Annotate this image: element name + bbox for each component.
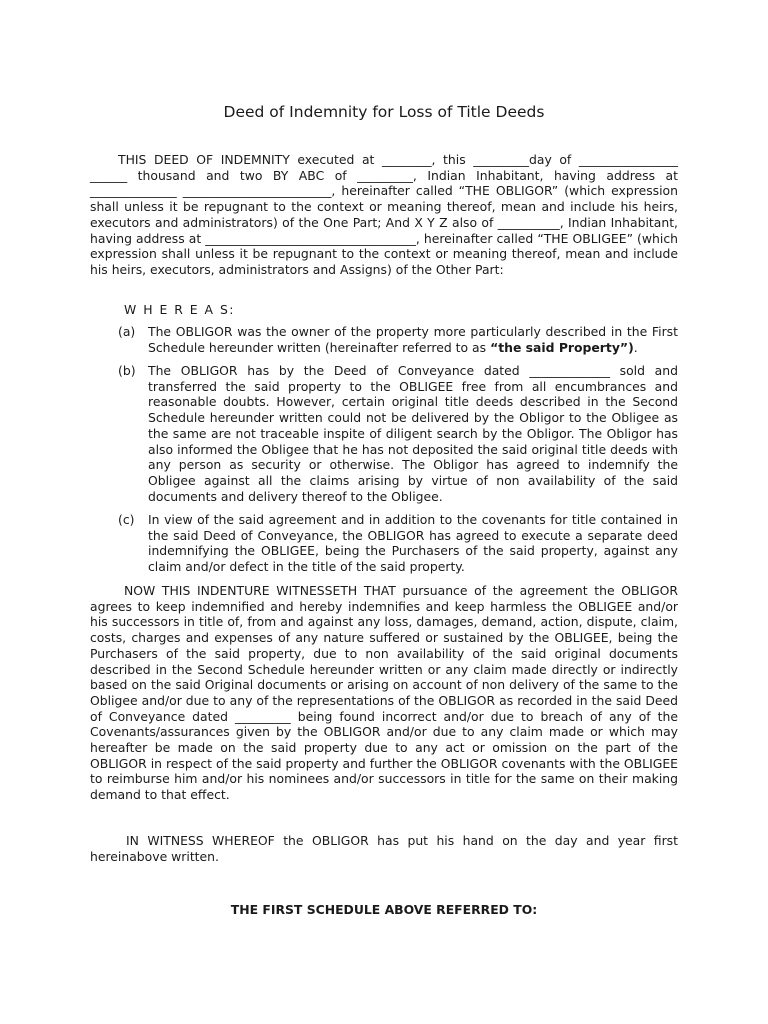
in-witness-paragraph: IN WITNESS WHEREOF the OBLIGOR has put his hand on the day and year first hereinabove written. xyxy=(90,833,678,864)
recital-label: (b) xyxy=(118,363,136,378)
recital-a xyxy=(118,324,678,355)
recital-b xyxy=(118,363,678,504)
intro-paragraph: THIS DEED OF INDEMNITY executed at ________, this _________day of ________________ ______ thousand and two BY ABC of _________, Indian Inhabitant, having address at ______________ ________________________, hereinafter called “THE OBLIGOR” (which expression shall unless it be repugnant to the context or meaning thereof, mean and include his heirs, executors and administrators) of the One Part; And X Y Z also of __________, Indian Inhabitant, having address at __________________________________, hereinafter called “THE OBLIGEE” (which expression shall unless it be repugnant to the context or meaning thereof, mean and include his heirs, executors, administrators and Assigns) of the Other Part: xyxy=(90,152,678,277)
whereas-heading: W H E R E A S: xyxy=(124,302,235,317)
document-title: Deed of Indemnity for Loss of Title Deeds xyxy=(223,103,545,121)
recital-text: In view of the said agreement and in addition to the covenants for title contained in the said Deed of Conveyance, the OBLIGOR has agreed to execute a separate deed indemnifying the OBLIGEE, being the Purchasers of the said property, against any claim and/or defect in the title of the said property. xyxy=(148,512,678,575)
recital-text: The OBLIGOR has by the Deed of Conveyance dated _____________ sold and transferred the said property to the OBLIGEE free from all encumbrances and reasonable doubts. However, certain original title deeds described in the Second Schedule hereunder written could not be delivered by the Obligor to the Obligee as the same are not traceable inspite of diligent search by the Obligor. The Obligor has also informed the Obligee that he has not deposited the said original title deeds with any person as security or otherwise. The Obligor has agreed to indemnify the Obligee against all the claims arising by virtue of non availability of the said documents and delivery thereof to the Obligee. xyxy=(148,363,678,504)
witnesseth-paragraph: NOW THIS INDENTURE WITNESSETH THAT pursuance of the agreement the OBLIGOR agrees to keep indemnified and hereby indemnifies and keep harmless the OBLIGEE and/or his successors in title of, from and against any loss, damages, demand, action, dispute, claim, costs, charges and expenses of any nature suffered or sustained by the OBLIGEE, being the Purchasers of the said property, due to non availability of the said original documents described in the Second Schedule hereunder written or any claim made directly or indirectly based on the said Original documents or arising on account of non delivery of the same to the Obligee and/or due to any of the representations of the OBLIGOR as recorded in the said Deed of Conveyance dated _________ being found incorrect and/or due to breach of any of the Covenants/assurances given by the OBLIGOR and/or due to any claim made or which may hereafter be made on the said property due to any act or omission on the part of the OBLIGOR in respect of the said property and further the OBLIGOR covenants with the OBLIGEE to reimburse him and/or his nominees and/or successors in title for the same on their making demand to that effect. xyxy=(90,583,678,803)
recital-label: (a) xyxy=(118,324,136,339)
recital-text: The OBLIGOR was the owner of the property more particularly described in the First Schedule hereunder written (hereinafter referred to as “the said Property”). xyxy=(148,324,678,355)
first-schedule-heading: THE FIRST SCHEDULE ABOVE REFERRED TO: xyxy=(230,902,538,917)
said-property-emphasis: “the said Property”) xyxy=(490,339,634,355)
recital-c xyxy=(118,512,678,575)
recital-label: (c) xyxy=(118,512,135,527)
